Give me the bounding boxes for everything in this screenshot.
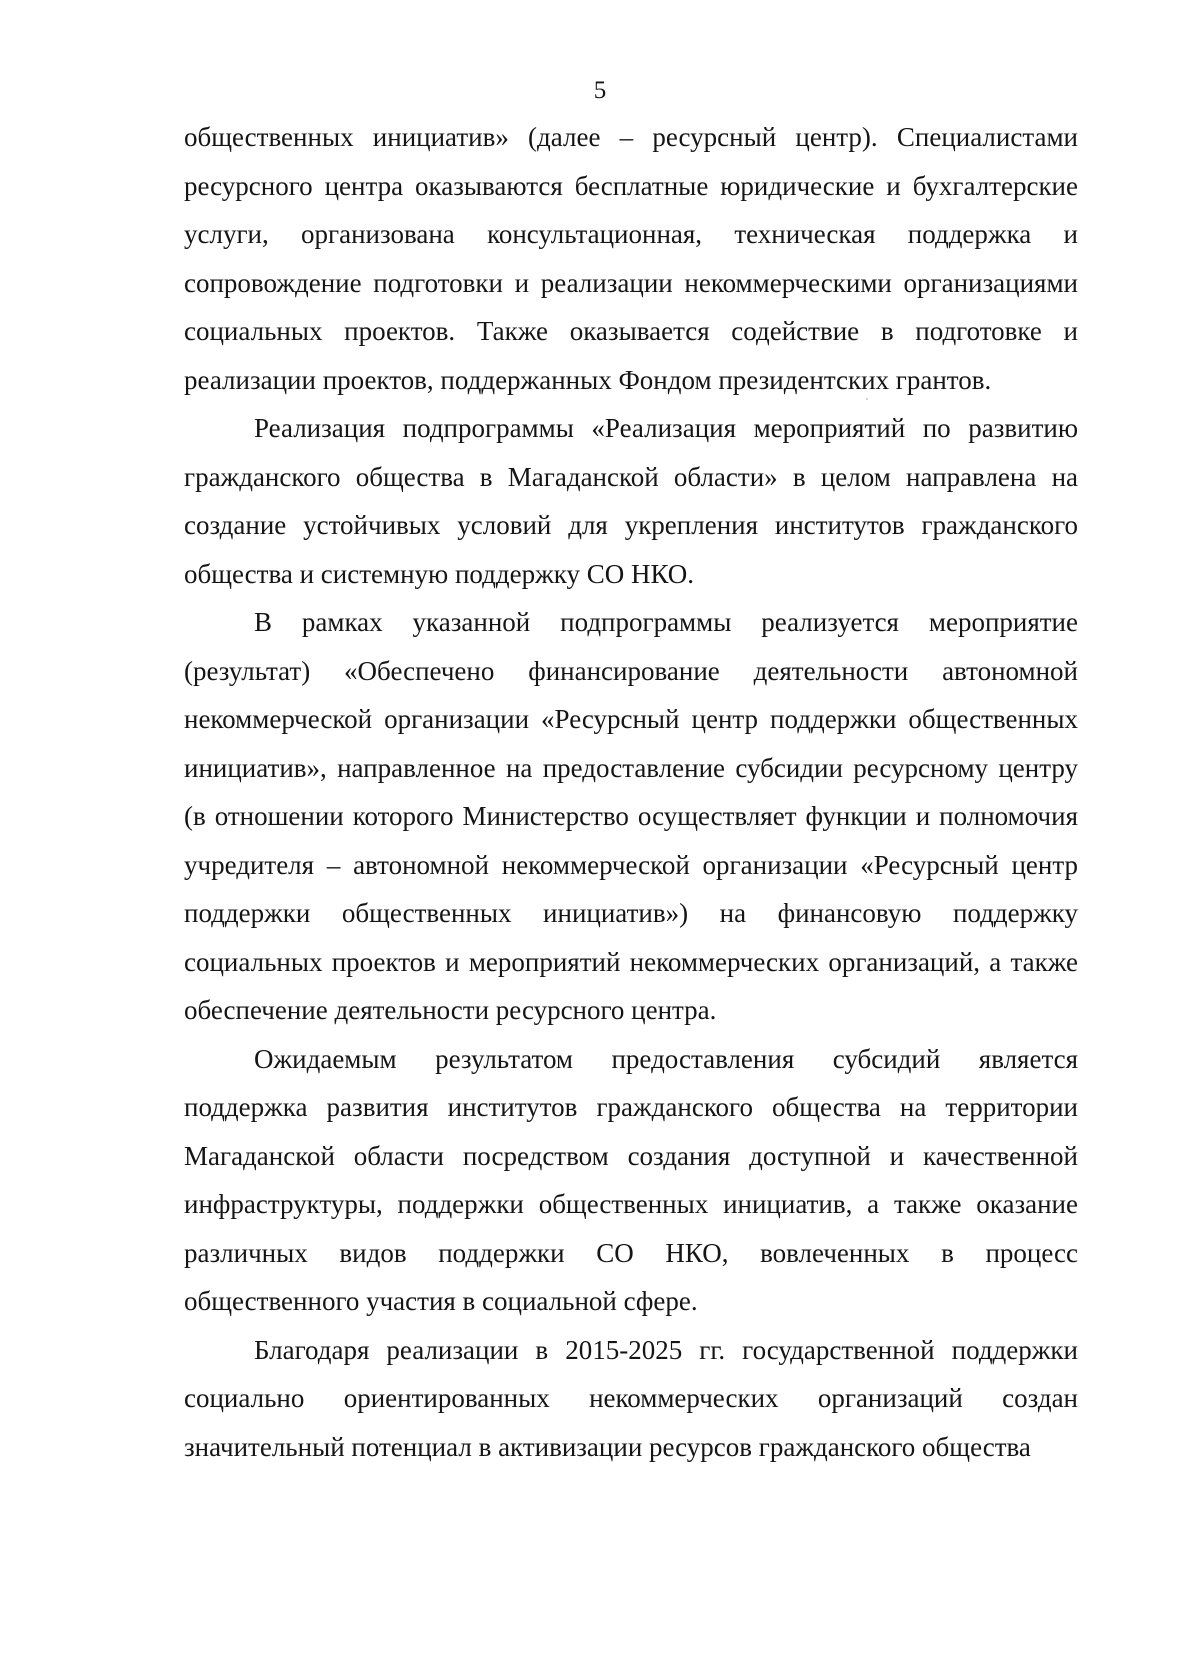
page-number: 5 [593,77,607,104]
scan-speck [866,398,868,400]
paragraph-subprogram-goal: Реализация подпрограммы «Реализация мероприятий по развитию гражданского общества в Магаданской области» в целом направлена на создание устойчивых условий для укрепления институтов гражданского общества и системную поддержку СО НКО. [184,413,1078,589]
paragraph-expected-result: Ожидаемым результатом предоставления субсидий является поддержка развития институтов гражданского общества на территории Магаданской области посредством создания доступной и качественной инфраструктуры, поддержки общественных инициатив, а также оказание различных видов поддержки СО НКО, вовлеченных в процесс общественного участия в социальной сфере. [184,1043,1078,1316]
paragraph-support-outcome: Благодаря реализации в 2015-2025 гг. государственной поддержки социально ориентированных некоммерческих организаций создан значительный потенциал в активизации ресурсов гражданского общества [184,1334,1078,1462]
paragraph-subprogram-measure: В рамках указанной подпрограммы реализуется мероприятие (результат) «Обеспечено финансирование деятельности автономной некоммерческой организации «Ресурсный центр поддержки общественных инициатив», направленное на предоставление субсидии ресурсному центру (в отношении которого Министерство осуществляет функции и полномочия учредителя – автономной некоммерческой организации «Ресурсный центр поддержки общественных инициатив») на финансовую поддержку социальных проектов и мероприятий некоммерческих организаций, а также обеспечение деятельности ресурсного центра. [184,607,1078,1025]
paragraph-resource-center-services: общественных инициатив» (далее – ресурсный центр). Специалистами ресурсного центра оказываются бесплатные юридические и бухгалтерские услуги, организована консультационная, техническая поддержка и сопровождение подготовки и реализации некоммерческими организациями социальных проектов. Также оказывается содействие в подготовке и реализации проектов, поддержанных Фондом президентских грантов. [184,122,1078,395]
document-body [184,113,1078,1471]
